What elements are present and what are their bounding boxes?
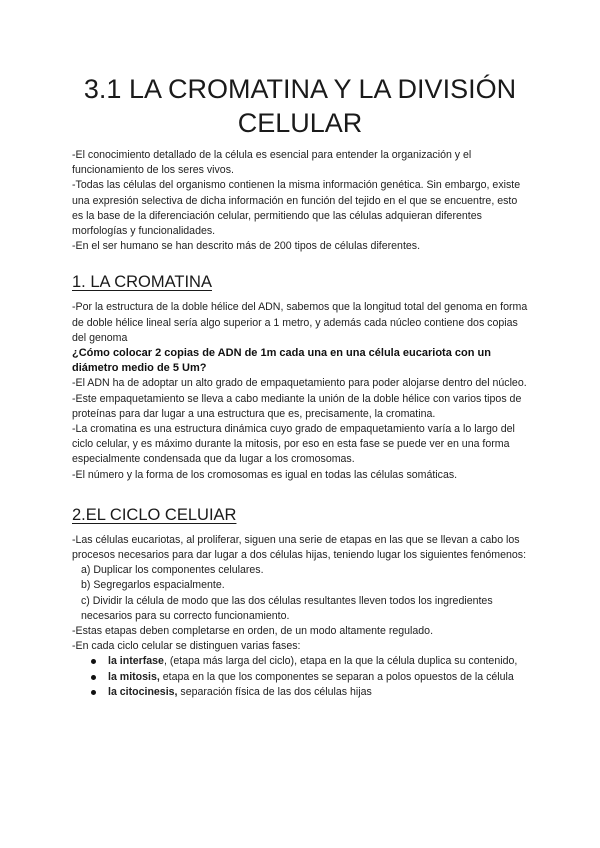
phase-name: la citocinesis, [108,685,178,698]
paragraph: -En cada ciclo celular se distinguen varias fases: [72,640,301,653]
paragraph: -El número y la forma de los cromosomas es igual en todas las células somáticas. [72,468,458,481]
phases-list [72,654,528,700]
intro-paragraph: -Todas las células del organismo contienen la misma información genética. Sin embargo, existe una expresión selectiva de dicha información en función del tejido en el que se encuentre, esto es la base de la diferenciación celular, permitiendo que las células adquieran diferentes morfologías y funcionalidades. [72,179,521,238]
paragraph: -Por la estructura de la doble hélice del ADN, sabemos que la longitud total del genoma en forma de doble hélice lineal sería algo superior a 1 metro, y además cada núcleo contiene dos copias del genoma [72,301,528,344]
phase-description: , (etapa más larga del ciclo), etapa en la que la célula duplica su contenido, [163,655,518,668]
question-paragraph: ¿Cómo colocar 2 copias de ADN de 1m cada una en una célula eucariota con un diámetro medio de 5 Um? [72,347,491,375]
section-heading-cromatina: 1. LA CROMATINA [72,273,212,292]
paragraph: -Estas etapas deben completarse en orden, de un modo altamente regulado. [72,625,434,638]
phase-description: etapa en la que los componentes se separan a polos opuestos de la célula [159,670,514,683]
intro-paragraph: -En el ser humano se han descrito más de 200 tipos de células diferentes. [72,240,421,253]
intro-paragraph: -El conocimiento detallado de la célula es esencial para entender la organización y el funcionamiento de los seres vivos. [72,149,472,177]
list-item [91,670,528,685]
list-item-b: b) Segregarlos espacialmente. [81,579,225,592]
list-item-a: a) Duplicar los componentes celulares. [81,564,264,577]
phase-name: la mitosis, [108,670,160,683]
phase-description: separación física de las dos células hijas [177,685,372,698]
title-line-2: CELULAR [237,108,363,138]
paragraph: -Este empaquetamiento se lleva a cabo mediante la unión de la doble hélice con varios tipos de proteínas para dar lugar a una estructura que es, precisamente, la cromatina. [72,392,522,420]
bullet-icon [91,659,96,664]
intro-section [72,148,528,254]
bullet-icon [91,690,96,695]
page-title [72,0,528,140]
paragraph: -La cromatina es una estructura dinámica cuyo grado de empaquetamiento varía a lo largo del ciclo celular, y es máximo durante la mitosis, por eso en esta fase se puede ver en una forma especialmente condensada que da lugar a los cromosomas. [72,423,515,466]
section-ciclo-body [72,533,528,700]
paragraph: -Las células eucariotas, al proliferar, siguen una serie de etapas en las que se llevan a cabo los procesos necesarios para dar lugar a dos células hijas, teniendo lugar los siguientes fenómenos: [72,533,527,562]
title-line-1: 3.1 LA CROMATINA Y LA DIVISIÓN [83,74,517,104]
paragraph: -El ADN ha de adoptar un alto grado de empaquetamiento para poder alojarse dentro del núcleo. [72,377,527,390]
list-item-c: c) Dividir la célula de modo que las dos células resultantes lleven todos los ingredientes necesarios para su correcto funcionamiento. [81,594,493,622]
section-cromatina-body [72,300,528,482]
phase-name: la interfase [108,655,164,668]
list-item [91,685,528,700]
list-item [91,654,528,669]
bullet-icon [91,675,96,680]
section-heading-ciclo-celular: 2.EL CICLO CELUIAR [72,505,237,524]
